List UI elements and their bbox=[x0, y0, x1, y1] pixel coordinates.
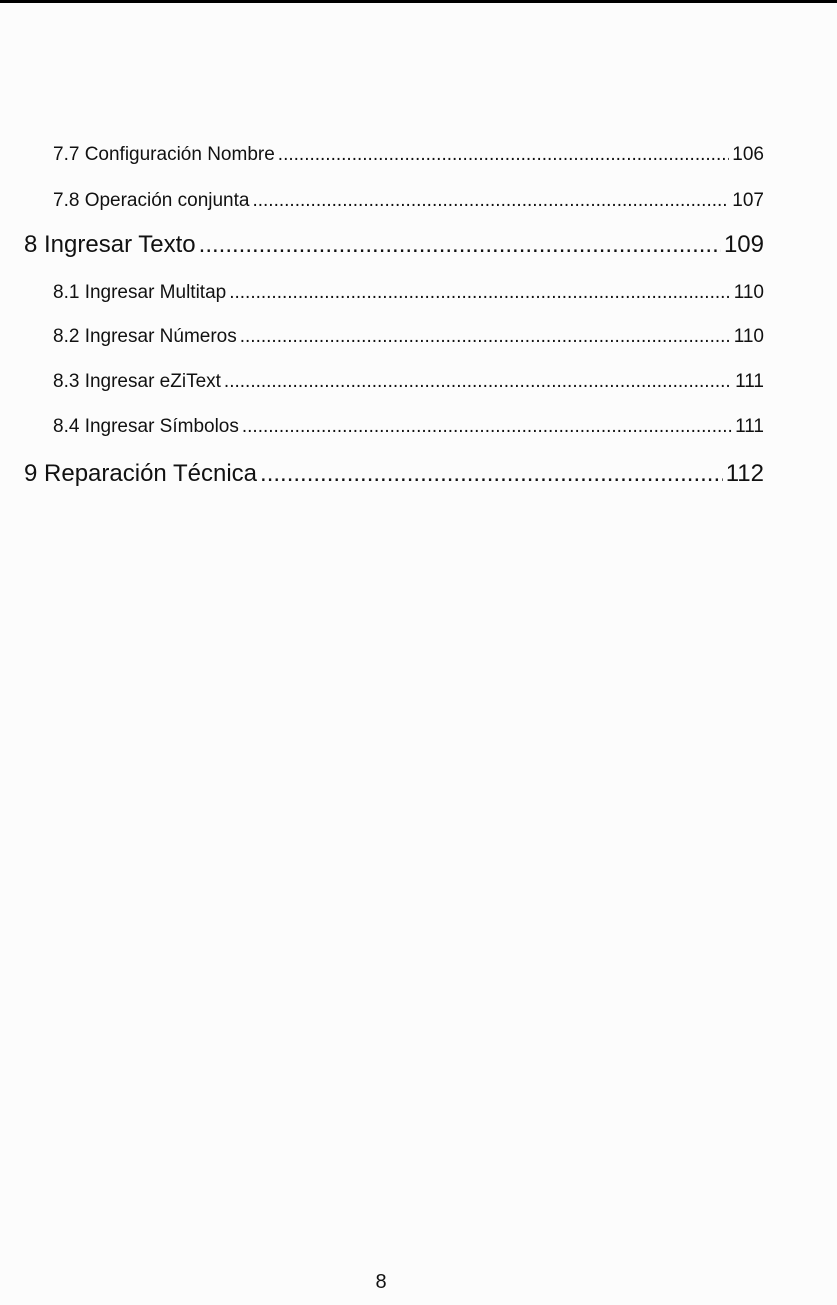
toc-entry-page: 110 bbox=[733, 282, 764, 303]
toc-leader-dots bbox=[199, 229, 721, 261]
toc-leader-dots bbox=[229, 280, 731, 306]
toc-entry-7-7[interactable] bbox=[53, 142, 764, 168]
toc-entry-7-8[interactable] bbox=[53, 188, 764, 214]
toc-entry-page: 106 bbox=[732, 144, 764, 165]
toc-entry-8-2[interactable] bbox=[53, 324, 764, 350]
toc-entry-title: 8 Ingresar Texto bbox=[24, 231, 196, 258]
toc-entry-page: 107 bbox=[732, 190, 764, 211]
toc-entry-title: 8.3 Ingresar eZiText bbox=[53, 371, 221, 392]
toc-leader-dots bbox=[260, 458, 723, 490]
toc-entry-title: 7.8 Operación conjunta bbox=[53, 190, 250, 211]
toc-entry-title: 9 Reparación Técnica bbox=[24, 460, 258, 487]
toc-entry-title: 8.4 Ingresar Símbolos bbox=[53, 416, 239, 437]
toc-entry-page: 110 bbox=[733, 326, 764, 347]
toc-entry-title: 7.7 Configuración Nombre bbox=[53, 144, 275, 165]
toc-leader-dots bbox=[278, 142, 730, 168]
toc-entry-8-1[interactable] bbox=[53, 280, 764, 306]
toc-leader-dots bbox=[252, 188, 729, 214]
toc-leader-dots bbox=[224, 369, 732, 395]
toc-leader-dots bbox=[240, 324, 731, 350]
toc-entry-page: 111 bbox=[735, 416, 764, 437]
toc-entry-title: 8.2 Ingresar Números bbox=[53, 326, 237, 347]
toc-entry-page: 111 bbox=[735, 371, 764, 392]
toc-entry-9[interactable] bbox=[24, 458, 764, 490]
toc-entry-8-4[interactable] bbox=[53, 414, 764, 440]
toc-entry-8-3[interactable] bbox=[53, 369, 764, 395]
toc-entry-title: 8.1 Ingresar Multitap bbox=[53, 282, 227, 303]
toc-entry-page: 109 bbox=[723, 231, 764, 258]
toc-leader-dots bbox=[242, 414, 732, 440]
page-number: 8 bbox=[375, 1271, 387, 1293]
toc-entry-8[interactable] bbox=[24, 229, 764, 261]
toc-entry-page: 112 bbox=[725, 460, 764, 487]
